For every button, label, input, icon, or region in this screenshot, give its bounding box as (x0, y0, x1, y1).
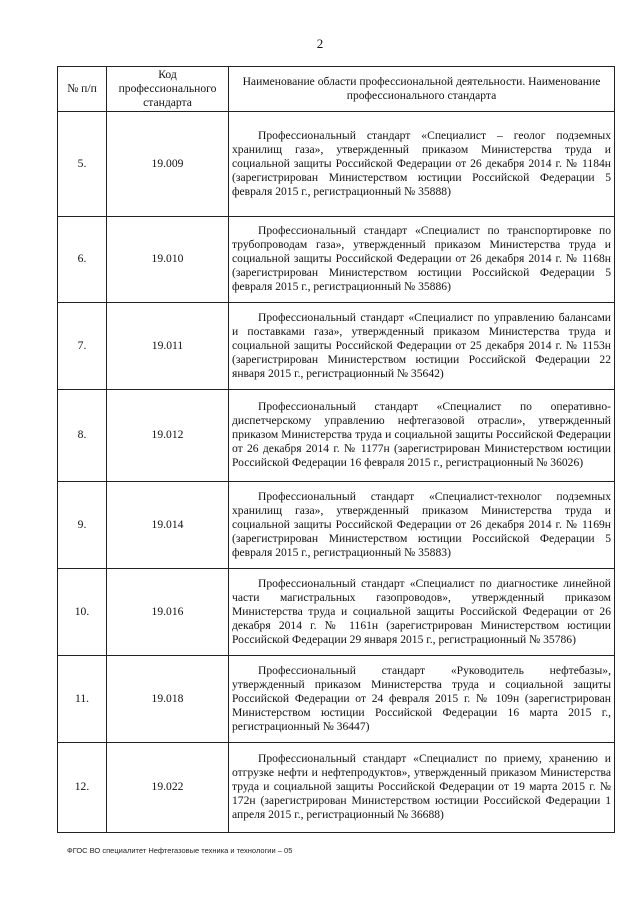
table-row (58, 655, 615, 742)
row-code: 19.009 (107, 111, 229, 216)
page-footer: ФГОС ВО специалитет Нефтегазовые техника и технологии – 05 (67, 846, 293, 855)
table-header (58, 67, 615, 112)
row-code: 19.022 (107, 742, 229, 832)
standards-table (57, 66, 615, 833)
row-code: 19.018 (107, 655, 229, 742)
row-num: 6. (58, 216, 107, 302)
table-row (58, 111, 615, 216)
table-row (58, 568, 615, 655)
row-description: Профессиональный стандарт «Специалист по управлению балансами и поставками газа», утвержденный приказом Министерства труда и социальной защиты Российской Федерации от 25 декабря 2014 г. № 1153н (зарегистрирован Министерством юстиции Российской Федерации 22 января 2015 г., регистрационный № 35642) (229, 302, 615, 389)
row-code: 19.014 (107, 481, 229, 568)
row-description: Профессиональный стандарт «Специалист по диагностике линейной части магистральных газопроводов», утвержденный приказом Министерства труда и социальной защиты Российской Федерации от 26 декабря 2014 г. № 1161н (зарегистрирован Министерством юстиции Российской Федерации 29 января 2015 г., регистрационный № 35786) (229, 568, 615, 655)
header-name: Наименование области профессиональной деятельности. Наименование профессионального стандарта (229, 67, 615, 112)
row-num: 11. (58, 655, 107, 742)
row-num: 12. (58, 742, 107, 832)
row-description: Профессиональный стандарт «Специалист – геолог подземных хранилищ газа», утвержденный приказом Министерства труда и социальной защиты Российской Федерации от 26 декабря 2014 г. № 1184н (зарегистрирован Министерством юстиции Российской Федерации 5 февраля 2015 г., регистрационный № 35888) (229, 111, 615, 216)
row-description: Профессиональный стандарт «Специалист по оперативно-диспетчерскому управлению нефтегазовой отрасли», утвержденный приказом Министерства труда и социальной защиты Российской Федерации от 26 декабря 2014 г. № 1177н (зарегистрирован Министерством юстиции Российской Федерации 16 февраля 2015 г., регистрационный № 36026) (229, 389, 615, 481)
row-code: 19.016 (107, 568, 229, 655)
header-num: № п/п (58, 67, 107, 112)
row-num: 9. (58, 481, 107, 568)
row-code: 19.011 (107, 302, 229, 389)
row-description: Профессиональный стандарт «Руководитель нефтебазы», утвержденный приказом Министерства труда и социальной защиты Российской Федерации от 24 февраля 2015 г. № 109н (зарегистрирован Министерством юстиции Российской Федерации 16 марта 2015 г., регистрационный № 36447) (229, 655, 615, 742)
page-number: 2 (316, 36, 324, 51)
row-num: 10. (58, 568, 107, 655)
table-row (58, 216, 615, 302)
row-description: Профессиональный стандарт «Специалист по транспортировке по трубопроводам газа», утвержденный приказом Министерства труда и социальной защиты Российской Федерации от 26 декабря 2014 г. № 1168н (зарегистрирован Министерством юстиции Российской Федерации 5 февраля 2015 г., регистрационный № 35886) (229, 216, 615, 302)
header-code: Код профессионального стандарта (107, 67, 229, 112)
row-description: Профессиональный стандарт «Специалист-технолог подземных хранилищ газа», утвержденный приказом Министерства труда и социальной защиты Российской Федерации от 26 декабря 2014 г. № 1169н (зарегистрирован Министерством юстиции Российской Федерации 5 февраля 2015 г., регистрационный № 35883) (229, 481, 615, 568)
row-num: 5. (58, 111, 107, 216)
row-num: 8. (58, 389, 107, 481)
row-num: 7. (58, 302, 107, 389)
table-row (58, 481, 615, 568)
row-code: 19.012 (107, 389, 229, 481)
table-row (58, 389, 615, 481)
table-row (58, 742, 615, 832)
row-code: 19.010 (107, 216, 229, 302)
table-row (58, 302, 615, 389)
row-description: Профессиональный стандарт «Специалист по приему, хранению и отгрузке нефти и нефтепродуктов», утвержденный приказом Министерства труда и социальной защиты Российской Федерации от 19 марта 2015 г. № 172н (зарегистрирован Министерством юстиции Российской Федерации 1 апреля 2015 г., регистрационный № 36688) (229, 742, 615, 832)
